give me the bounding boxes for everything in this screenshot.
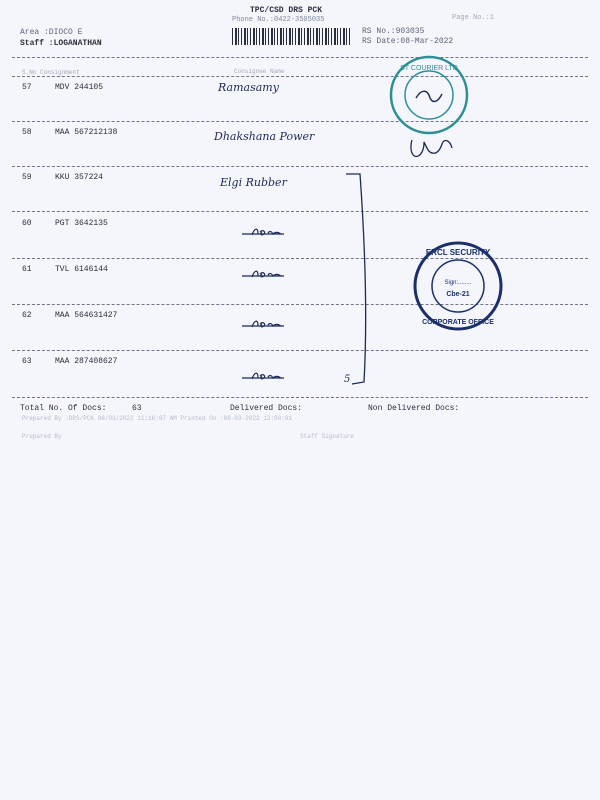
security-stamp [412,240,504,332]
total-docs-value: 63 [132,404,142,413]
row-awb: MAA 287408627 [55,357,118,366]
column-header-left: S.No Consignment [22,69,80,76]
row-sno: 61 [22,265,32,274]
barcode [232,28,352,45]
print-info-line: Prepared By :DRS/PCK 08/03/2022 11:16:07 AM Printed On :08-03-2022 12:00:01 [22,415,293,422]
security-stamp-city: Cbe-21 [446,291,470,298]
security-stamp-sign: Sign:........ [444,280,472,286]
page-number: Page No.:1 [452,14,495,22]
row-awb: KKU 357224 [55,173,104,182]
row-sno: 58 [22,128,32,137]
row-awb: MDV 244105 [55,83,104,92]
rs-number: RS No.:903035 [362,27,425,36]
security-stamp-bottom: CORPORATE OFFICE [422,319,494,326]
header-divider [12,76,588,77]
company-stamp-text: ST COURIER LTD [400,65,458,72]
row-awb: TVL 6146144 [55,265,108,274]
row-awb: MAA 564631427 [55,311,118,320]
row-sno: 59 [22,173,32,182]
row-divider [12,350,588,351]
row-sno: 62 [22,311,32,320]
security-stamp-top: ERCL SECURITY [425,248,491,257]
row-sno: 57 [22,83,32,92]
column-header-mid: Consignee Name [234,68,285,75]
handwritten-signature: Elgi Rubber [220,176,287,189]
ditto-mark [240,268,290,278]
company-stamp [388,54,470,136]
row-sno: 60 [22,219,32,228]
row-sno: 63 [22,357,32,366]
area-label: Area :DIOCO E [20,28,83,37]
row-awb: MAA 567212138 [55,128,118,137]
header-divider [12,57,588,58]
ditto-mark [240,226,290,236]
non-delivered-docs-label: Non Delivered Docs: [368,404,460,413]
prepared-by: Prepared By [22,433,62,440]
ditto-mark [240,370,290,380]
staff-label: Staff :LOGANATHAN [20,39,102,48]
handwritten-signature: Dhakshana Power [214,130,315,143]
phone-line: Phone No.:0422-3505035 [232,16,325,24]
document-title: TPC/CSD DRS PCK [250,6,323,15]
receiver-signature-scribble [404,130,464,170]
delivered-docs-label: Delivered Docs: [230,404,303,413]
row-awb: PGT 3642135 [55,219,108,228]
staff-signature: Staff Signature [300,433,355,440]
ditto-mark [240,318,290,328]
row-divider [12,166,588,167]
row-divider [12,211,588,212]
bracket-mark [340,170,380,392]
bracket-count: 5 [344,374,351,385]
total-docs-label: Total No. Of Docs: [20,404,107,413]
rs-date: RS Date:08-Mar-2022 [362,37,454,46]
row-divider [12,121,588,122]
handwritten-signature: Ramasamy [218,81,279,94]
row-divider [12,397,588,398]
